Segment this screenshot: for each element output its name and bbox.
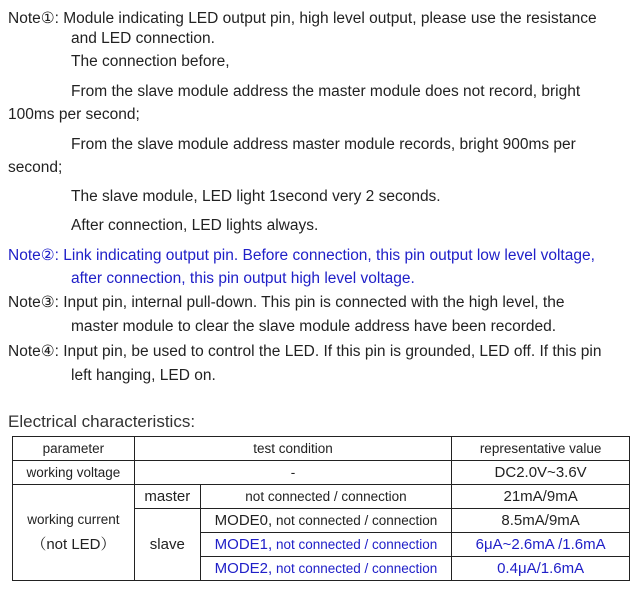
table-row [13,485,630,509]
cell-param: working voltage [13,461,135,485]
mode2-cond: not connected / connection [272,561,438,576]
note1-line5: 100ms per second; [8,106,140,123]
note1-line1 [8,10,597,28]
note1-line2: and LED connection. [71,30,215,47]
note1-line6: From the slave module address master module records, bright 900ms per [71,136,576,153]
table-header-row [13,437,630,461]
note4-label: Note④ [8,343,55,360]
note1-line4: From the slave module address the master module does not record, bright [71,83,581,100]
note2-line2: after connection, this pin output high level voltage. [71,270,415,287]
header-parameter: parameter [13,437,135,461]
not-led-label: （not LED） [31,535,116,553]
note4-line1 [8,343,602,361]
note1-text: : Module indicating LED output pin, high level output, please use the resistance [54,10,597,27]
note3-line1 [8,294,564,312]
table-row [13,461,630,485]
cell-cond [200,533,451,557]
note3-line2: master module to clear the slave module address have been recorded. [71,318,557,335]
cell-cond [200,509,451,533]
cell-cond: - [134,461,451,485]
cell-slave: slave [134,509,200,581]
note1-line7: second; [8,159,63,176]
cell-value: 6μA~2.6mA /1.6mA [452,533,630,557]
mode2-label: MODE2, [214,560,273,577]
cell-value: DC2.0V~3.6V [452,461,630,485]
cell-cond: not connected / connection [200,485,451,509]
note2-line1: Note②: Link indicating output pin. Before connection, this pin output low level voltage, [8,247,595,264]
mode1-label: MODE1, [214,536,273,553]
cell-value: 0.4μA/1.6mA [452,557,630,581]
cell-master: master [134,485,200,509]
mode0-cond: not connected / connection [272,513,438,528]
mode0-label: MODE0, [214,512,273,529]
note1-line3: The connection before, [71,53,230,70]
cell-cond [200,557,451,581]
mode1-cond: not connected / connection [272,537,438,552]
note4-line2: left hanging, LED on. [71,367,216,384]
working-current-label: working current [27,511,120,527]
note1-line9: After connection, LED lights always. [71,217,319,234]
cell-value: 8.5mA/9mA [452,509,630,533]
electrical-characteristics-table [12,436,630,581]
note3-label: Note③ [8,294,55,311]
note3-text: : Input pin, internal pull-down. This pin is connected with the high level, the [54,294,565,311]
section-title: Electrical characteristics: [8,412,196,431]
cell-working-current [13,485,135,581]
note4-text: : Input pin, be used to control the LED. If this pin is grounded, LED off. If this pin [54,343,602,360]
note1-label: Note① [8,10,55,27]
note1-line8: The slave module, LED light 1second very 2 seconds. [71,188,441,205]
header-test-condition: test condition [134,437,451,461]
header-representative-value: representative value [452,437,630,461]
cell-value: 21mA/9mA [452,485,630,509]
